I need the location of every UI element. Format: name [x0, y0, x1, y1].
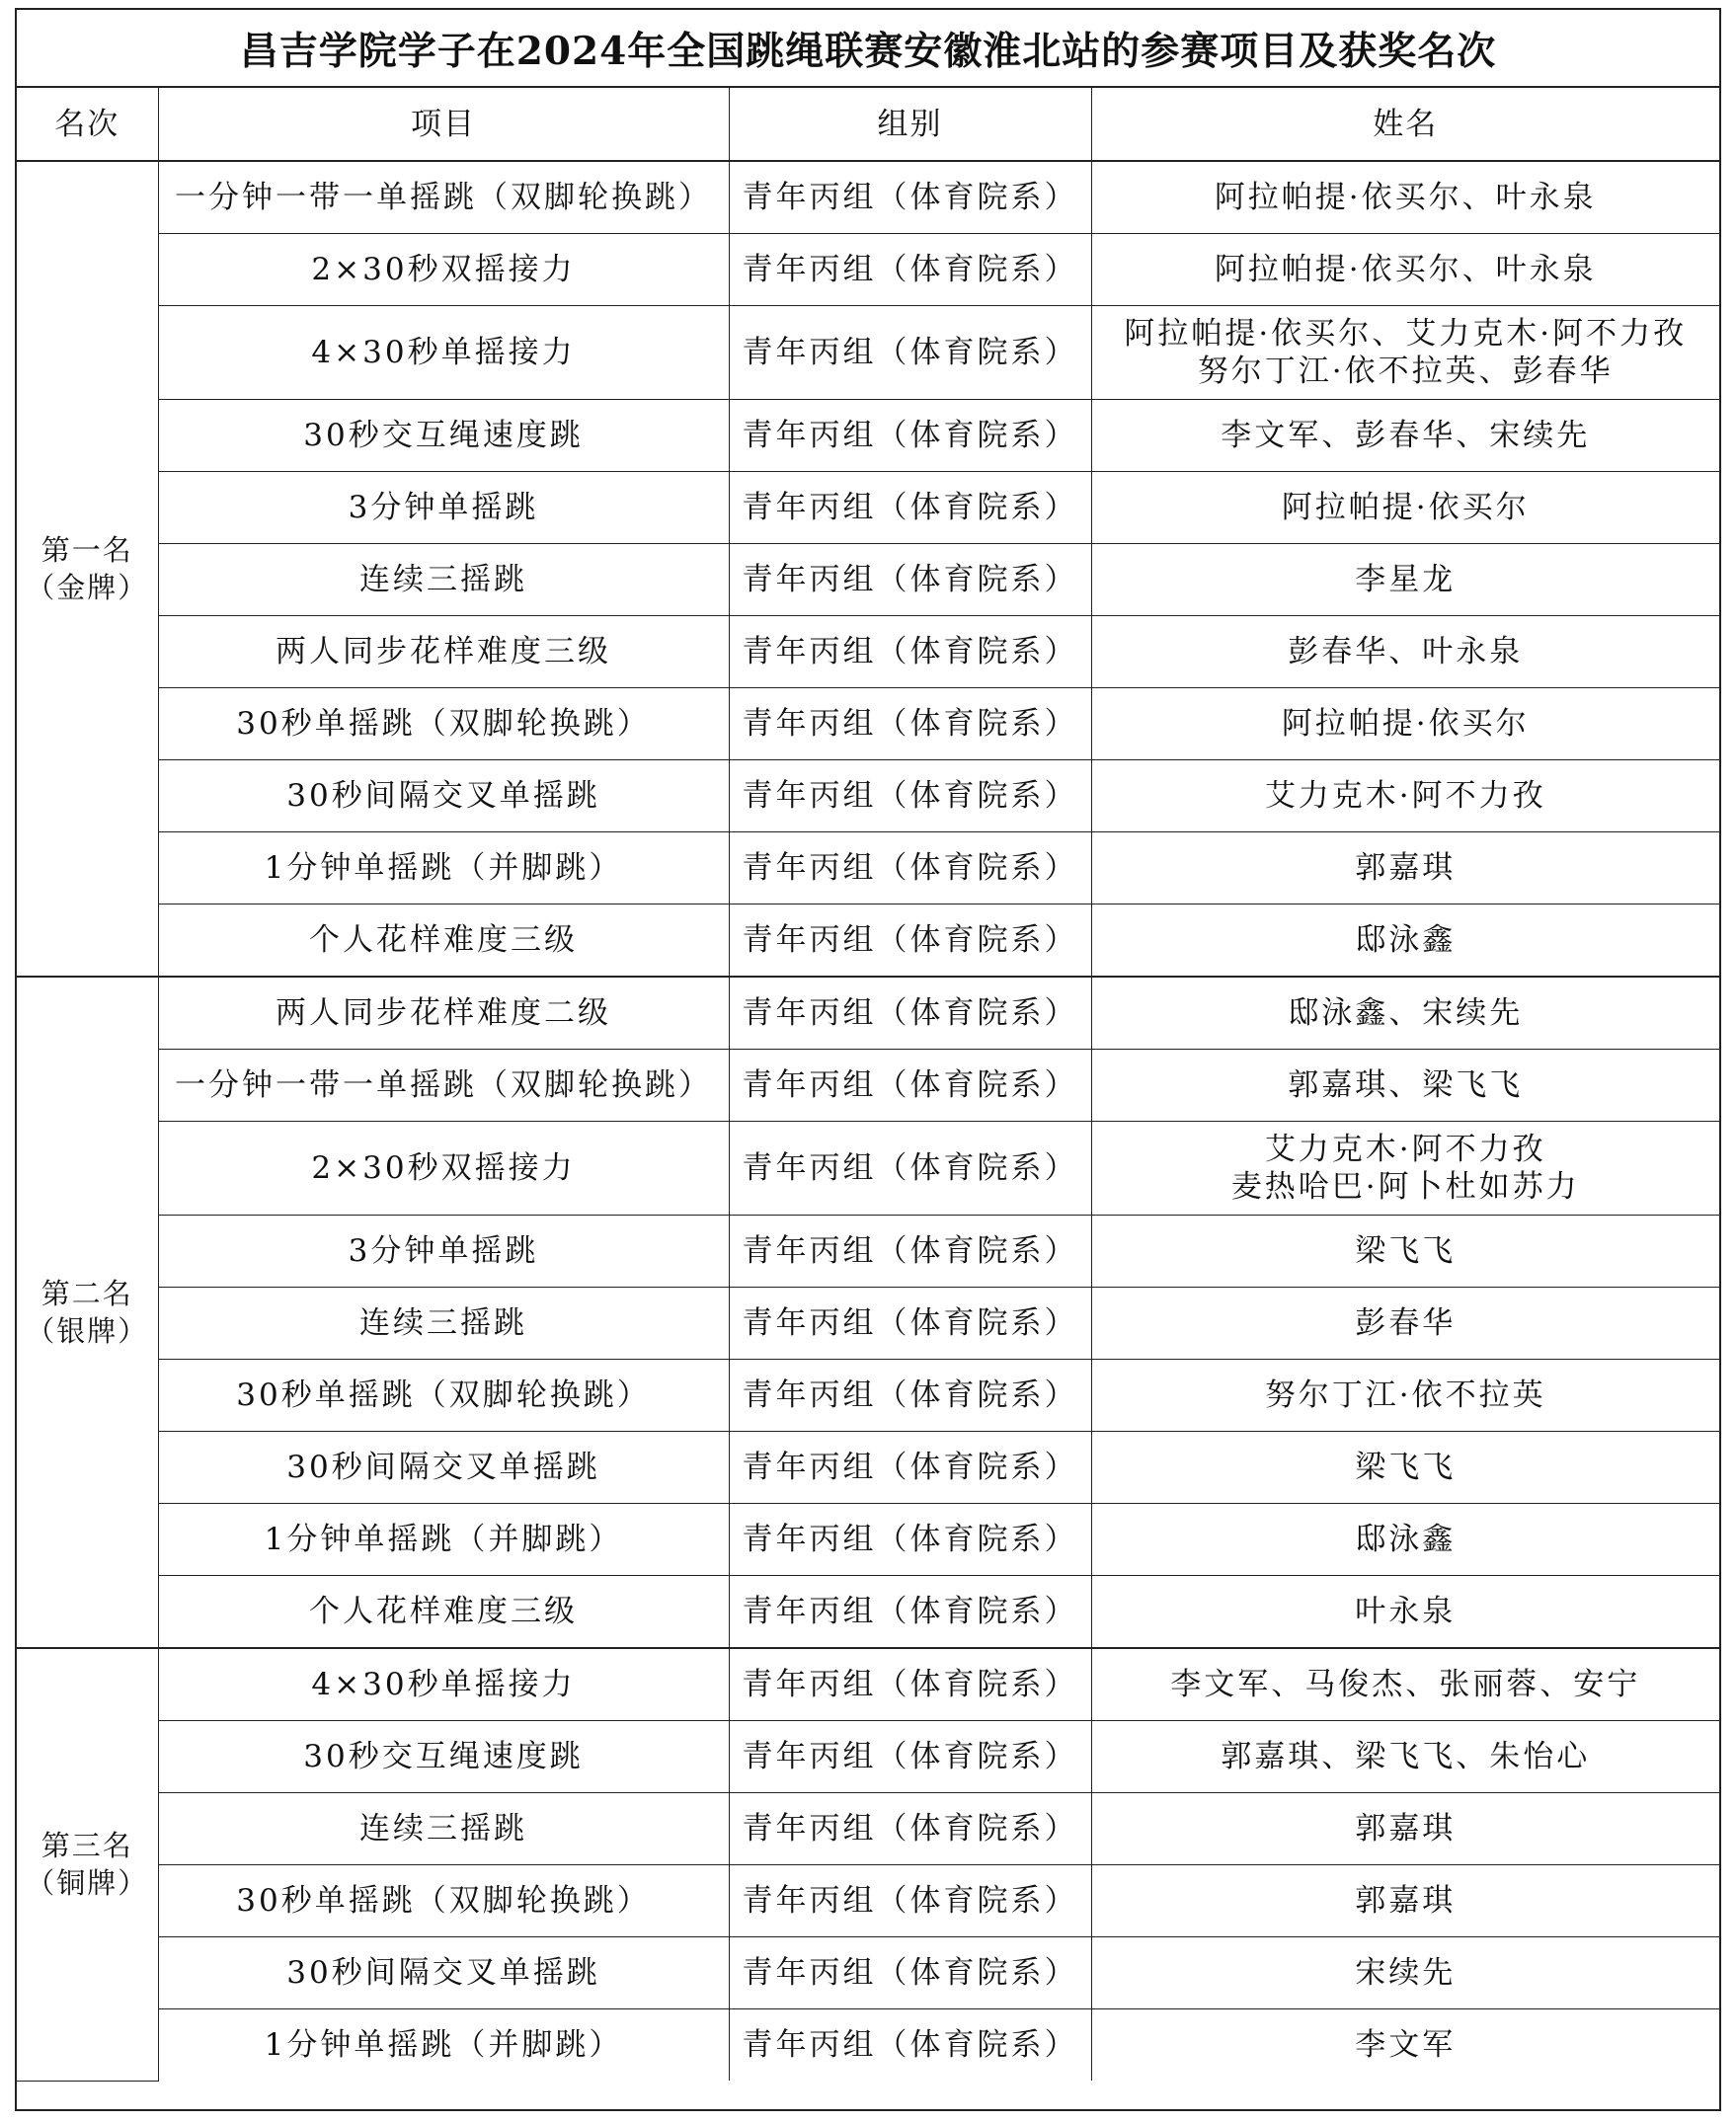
name-line: 努尔丁江·依不拉英 [1264, 1377, 1546, 1413]
category-cell: 青年丙组（体育院系） [729, 760, 1091, 832]
names-cell [1091, 832, 1719, 904]
category-cell: 青年丙组（体育院系） [729, 161, 1091, 234]
category-cell: 青年丙组（体育院系） [729, 1050, 1091, 1122]
event-cell: 4×30秒单摇接力 [158, 1648, 729, 1721]
event-cell: 1分钟单摇跳（并脚跳） [158, 2009, 729, 2082]
category-cell: 青年丙组（体育院系） [729, 904, 1091, 978]
name-line: 阿拉帕提·依买尔 [1281, 490, 1530, 525]
names-cell [1091, 1504, 1719, 1576]
names-cell [1091, 161, 1719, 234]
table-body [17, 161, 1719, 2081]
names-cell [1091, 1937, 1719, 2009]
event-cell: 30秒交互绳速度跳 [158, 400, 729, 472]
name-line: 努尔丁江·依不拉英、彭春华 [1197, 354, 1614, 389]
names-cell [1091, 1865, 1719, 1937]
names-cell [1091, 688, 1719, 760]
name-line: 邸泳鑫 [1355, 1522, 1457, 1557]
category-cell: 青年丙组（体育院系） [729, 1504, 1091, 1576]
event-cell: 30秒单摇跳（双脚轮换跳） [158, 1360, 729, 1432]
table-row [17, 1050, 1719, 1122]
name-line: 李星龙 [1355, 562, 1457, 597]
event-cell: 30秒单摇跳（双脚轮换跳） [158, 688, 729, 760]
names-cell [1091, 616, 1719, 688]
medal-label: （铜牌） [26, 1866, 149, 1901]
table-row [17, 161, 1719, 234]
names-cell [1091, 760, 1719, 832]
category-cell: 青年丙组（体育院系） [729, 234, 1091, 306]
category-cell: 青年丙组（体育院系） [729, 832, 1091, 904]
category-cell: 青年丙组（体育院系） [729, 306, 1091, 400]
table-title: 昌吉学院学子在2024年全国跳绳联赛安徽淮北站的参赛项目及获奖名次 [17, 10, 1719, 88]
table-row [17, 1721, 1719, 1793]
name-line: 郭嘉琪 [1355, 850, 1457, 886]
table-row [17, 1865, 1719, 1937]
category-cell: 青年丙组（体育院系） [729, 616, 1091, 688]
names-cell [1091, 400, 1719, 472]
names-cell [1091, 1793, 1719, 1865]
names-cell [1091, 1360, 1719, 1432]
names-cell [1091, 1576, 1719, 1649]
name-line: 李文军、马俊杰、张丽蓉、安宁 [1170, 1667, 1641, 1702]
name-line: 阿拉帕提·依买尔、叶永泉 [1214, 252, 1597, 287]
name-line: 邸泳鑫、宋续先 [1288, 995, 1524, 1031]
table-row [17, 1648, 1719, 1721]
name-line: 郭嘉琪 [1355, 1811, 1457, 1847]
name-line: 郭嘉琪、梁飞飞 [1288, 1067, 1524, 1103]
name-line: 梁飞飞 [1355, 1233, 1457, 1269]
category-cell: 青年丙组（体育院系） [729, 1576, 1091, 1649]
header-rank: 名次 [17, 88, 158, 161]
names-cell [1091, 1050, 1719, 1122]
names-cell [1091, 1122, 1719, 1216]
event-cell: 3分钟单摇跳 [158, 1216, 729, 1288]
names-cell [1091, 1432, 1719, 1504]
names-cell [1091, 306, 1719, 400]
name-line: 宋续先 [1355, 1955, 1457, 1991]
category-cell: 青年丙组（体育院系） [729, 1122, 1091, 1216]
table-row [17, 616, 1719, 688]
name-line: 麦热哈巴·阿卜杜如苏力 [1230, 1169, 1580, 1205]
header-category: 组别 [729, 88, 1091, 161]
table-row [17, 1216, 1719, 1288]
award-table [17, 88, 1719, 2082]
event-cell: 连续三摇跳 [158, 544, 729, 616]
rank-cell [17, 161, 158, 977]
name-line: 邸泳鑫 [1355, 922, 1457, 958]
award-table-sheet [15, 8, 1721, 2111]
header-names: 姓名 [1091, 88, 1719, 161]
header-event: 项目 [158, 88, 729, 161]
table-row [17, 977, 1719, 1050]
table-row [17, 832, 1719, 904]
name-line: 阿拉帕提·依买尔、叶永泉 [1214, 180, 1597, 215]
names-cell [1091, 2009, 1719, 2082]
name-line: 阿拉帕提·依买尔、艾力克木·阿不力孜 [1124, 316, 1688, 352]
event-cell: 30秒交互绳速度跳 [158, 1721, 729, 1793]
table-row [17, 472, 1719, 544]
category-cell: 青年丙组（体育院系） [729, 1721, 1091, 1793]
table-row [17, 1432, 1719, 1504]
category-cell: 青年丙组（体育院系） [729, 1432, 1091, 1504]
category-cell: 青年丙组（体育院系） [729, 977, 1091, 1050]
names-cell [1091, 1648, 1719, 1721]
category-cell: 青年丙组（体育院系） [729, 1288, 1091, 1360]
category-cell: 青年丙组（体育院系） [729, 1360, 1091, 1432]
category-cell: 青年丙组（体育院系） [729, 2009, 1091, 2082]
table-row [17, 1504, 1719, 1576]
category-cell: 青年丙组（体育院系） [729, 544, 1091, 616]
event-cell: 2×30秒双摇接力 [158, 1122, 729, 1216]
table-row [17, 544, 1719, 616]
names-cell [1091, 977, 1719, 1050]
event-cell: 1分钟单摇跳（并脚跳） [158, 832, 729, 904]
name-line: 彭春华 [1355, 1305, 1457, 1341]
event-cell: 4×30秒单摇接力 [158, 306, 729, 400]
event-cell: 30秒单摇跳（双脚轮换跳） [158, 1865, 729, 1937]
name-line: 叶永泉 [1355, 1594, 1457, 1629]
category-cell: 青年丙组（体育院系） [729, 1865, 1091, 1937]
names-cell [1091, 1216, 1719, 1288]
name-line: 艾力克木·阿不力孜 [1264, 1132, 1546, 1167]
table-row [17, 1288, 1719, 1360]
name-line: 李文军 [1355, 2027, 1457, 2063]
event-cell: 30秒间隔交叉单摇跳 [158, 760, 729, 832]
table-row [17, 904, 1719, 978]
event-cell: 两人同步花样难度三级 [158, 616, 729, 688]
medal-label: （金牌） [26, 571, 149, 604]
rank-label: 第二名 [40, 1277, 133, 1310]
category-cell: 青年丙组（体育院系） [729, 1937, 1091, 2009]
table-row [17, 760, 1719, 832]
event-cell: 1分钟单摇跳（并脚跳） [158, 1504, 729, 1576]
names-cell [1091, 472, 1719, 544]
name-line: 郭嘉琪 [1355, 1883, 1457, 1919]
name-line: 梁飞飞 [1355, 1450, 1457, 1485]
event-cell: 个人花样难度三级 [158, 1576, 729, 1649]
table-row [17, 1122, 1719, 1216]
event-cell: 一分钟一带一单摇跳（双脚轮换跳） [158, 1050, 729, 1122]
category-cell: 青年丙组（体育院系） [729, 1216, 1091, 1288]
event-cell: 两人同步花样难度二级 [158, 977, 729, 1050]
category-cell: 青年丙组（体育院系） [729, 472, 1091, 544]
event-cell: 连续三摇跳 [158, 1793, 729, 1865]
table-row [17, 688, 1719, 760]
names-cell [1091, 234, 1719, 306]
event-cell: 30秒间隔交叉单摇跳 [158, 1937, 729, 2009]
table-row [17, 1937, 1719, 2009]
name-line: 阿拉帕提·依买尔 [1281, 706, 1530, 742]
table-row [17, 306, 1719, 400]
table-row [17, 400, 1719, 472]
rank-label: 第一名 [40, 533, 133, 567]
name-line: 彭春华、叶永泉 [1288, 634, 1524, 669]
table-row [17, 1576, 1719, 1649]
table-row [17, 1360, 1719, 1432]
name-line: 李文军、彭春华、宋续先 [1221, 418, 1591, 453]
table-row [17, 2009, 1719, 2082]
category-cell: 青年丙组（体育院系） [729, 1648, 1091, 1721]
names-cell [1091, 1721, 1719, 1793]
event-cell: 3分钟单摇跳 [158, 472, 729, 544]
event-cell: 一分钟一带一单摇跳（双脚轮换跳） [158, 161, 729, 234]
event-cell: 连续三摇跳 [158, 1288, 729, 1360]
category-cell: 青年丙组（体育院系） [729, 1793, 1091, 1865]
header-row [17, 88, 1719, 161]
table-row [17, 1793, 1719, 1865]
name-line: 艾力克木·阿不力孜 [1264, 778, 1546, 814]
rank-cell [17, 1648, 158, 2081]
medal-label: （银牌） [26, 1314, 149, 1348]
rank-cell [17, 977, 158, 1648]
rank-label: 第三名 [40, 1829, 133, 1863]
names-cell [1091, 544, 1719, 616]
name-line: 郭嘉琪、梁飞飞、朱怡心 [1221, 1739, 1591, 1774]
category-cell: 青年丙组（体育院系） [729, 400, 1091, 472]
category-cell: 青年丙组（体育院系） [729, 688, 1091, 760]
event-cell: 2×30秒双摇接力 [158, 234, 729, 306]
names-cell [1091, 1288, 1719, 1360]
event-cell: 个人花样难度三级 [158, 904, 729, 978]
table-row [17, 234, 1719, 306]
names-cell [1091, 904, 1719, 978]
event-cell: 30秒间隔交叉单摇跳 [158, 1432, 729, 1504]
